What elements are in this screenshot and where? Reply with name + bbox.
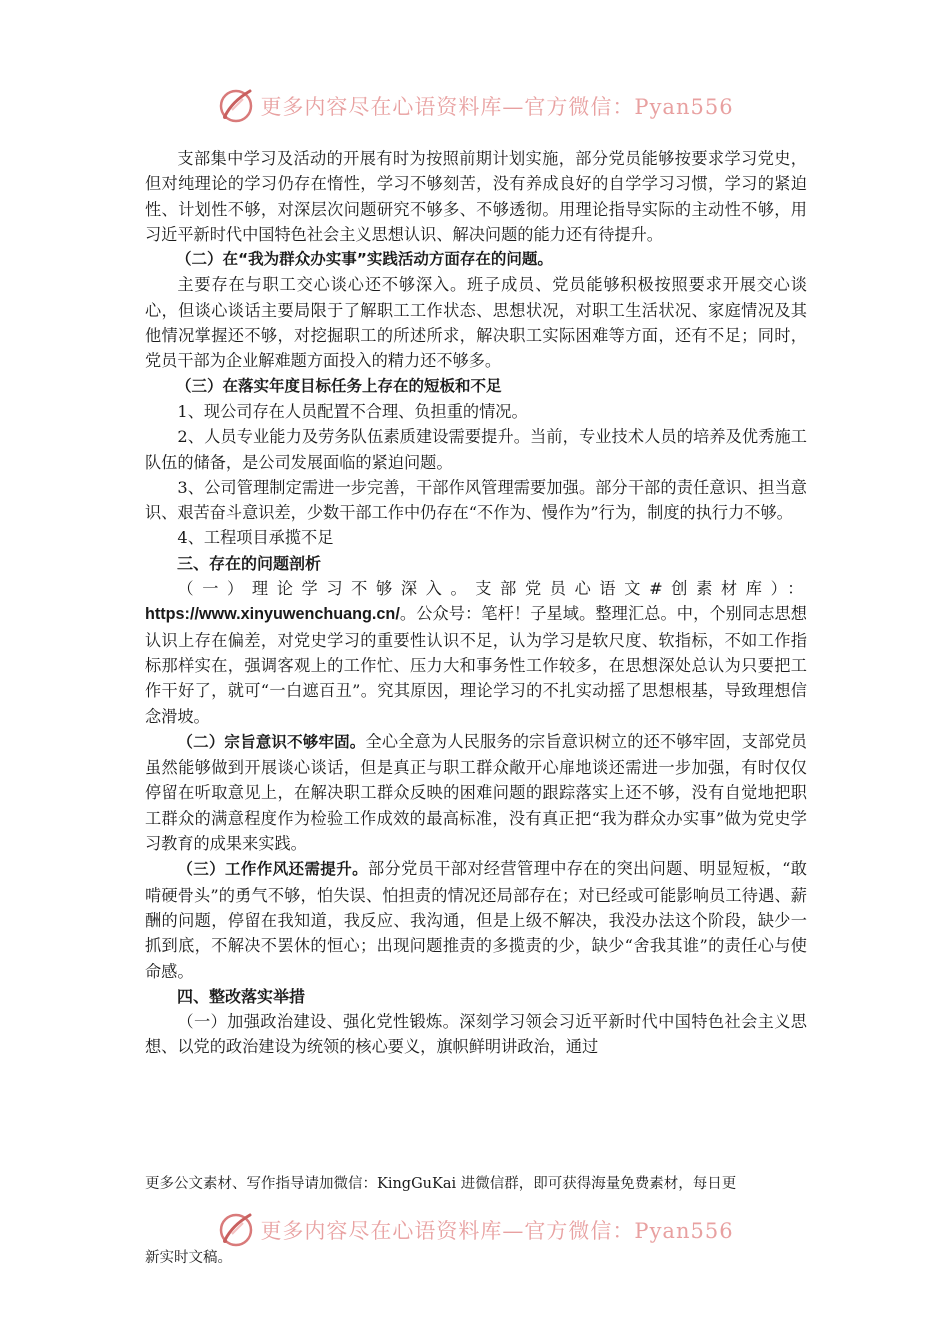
list-item: 4、工程项目承揽不足	[177, 528, 334, 548]
document-body	[145, 146, 807, 1060]
paragraph	[145, 576, 807, 729]
list-item: 3、公司管理制定需进一步完善，干部作风管理需要加强。部分干部的责任意识、担当意识、艰苦奋斗意识差，少数干部工作中仍存在“不作为、慢作为”行为，制度的执行力不够。	[145, 477, 807, 523]
watermark-bottom	[0, 1208, 950, 1252]
section-heading: 四、整改落实举措	[177, 986, 306, 1006]
paragraph-lead: （一）理论学习不够深入。支部党员心语文#创素材库）：	[177, 579, 807, 599]
subheading: （三）在落实年度目标任务上存在的短板和不足	[176, 376, 502, 395]
paragraph	[145, 729, 807, 856]
link[interactable]: https://www.xinyuwenchuang.cn/	[145, 605, 400, 624]
footer-note: 更多公文素材、写作指导请加微信：KingGuKai 进微信群，即可获得海量免费素材，每日更	[145, 1176, 737, 1192]
paragraph: 支部集中学习及活动的开展有时为按照前期计划实施，部分党员能够按要求学习党史，但对纯理论的学习仍存在惰性，学习不够刻苦，没有养成良好的自学学习习惯，学习的紧迫性、计划性不够，对深层次问题研究不够多、不够透彻。用理论指导实际的主动性不够，用习近平新时代中国特色社会主义思想认识、解决问题的能力还有待提升。	[145, 149, 807, 244]
list-item: 1、现公司存在人员配置不合理、负担重的情况。	[177, 401, 528, 421]
logo-icon	[216, 1210, 256, 1250]
section-heading: 三、存在的问题剖析	[177, 553, 322, 573]
paragraph: 主要存在与职工交心谈心还不够深入。班子成员、党员能够积极按照要求开展交心谈心，但谈心谈话主要局限于了解职工工作状态、思想状况，对职工生活状况、家庭情况及其他情况掌握还不够，对挖掘职工的所述所求，解决职工实际困难等方面，还有不足；同时，党员干部为企业解难题方面投入的精力还不够多。	[145, 275, 807, 371]
paragraph-lead: （三）工作作风还需提升。	[177, 860, 368, 879]
paragraph: （一）加强政治建设、强化党性锻炼。深刻学习领会习近平新时代中国特色社会主义思想、以党的政治建设为统领的核心要义，旗帜鲜明讲政治，通过	[145, 1012, 807, 1057]
paragraph-text: 全心全意为人民服务的宗旨意识树立的还不够牢固，支部党员虽然能够做到开展谈心谈话，但是真正与职工群众敞开心扉地谈还需进一步加强，有时仅仅停留在听取意见上，在解决职工群众反映的困难问题的跟踪落实上还不够，没有自觉地把职工群众的满意程度作为检验工作成效的最高标准，没有真正把“我为群众办实事”做为党史学习教育的成果来实践。	[145, 731, 807, 854]
list-item: 2、人员专业能力及劳务队伍素质建设需要提升。当前，专业技术人员的培养及优秀施工队伍的储备，是公司发展面临的紧迫问题。	[145, 427, 807, 472]
paragraph-lead: （二）宗旨意识不够牢固。	[177, 732, 366, 751]
paragraph	[145, 856, 807, 983]
logo-icon	[216, 86, 256, 126]
footer-continuation: 新实时文稿。	[145, 1250, 232, 1266]
paragraph-text: 。公众号：笔杆！子星域。整理汇总。中，个别同志思想认识上存在偏差，对党史学习的重要性认识不足，认为学习是软尺度、软指标，不如工作指标那样实在，强调客观上的工作忙、压力大和事务性工作较多，在思想深处总认为只要把工作干好了，就可“一白遮百丑”。究其原因，理论学习的不扎实动摇了思想根基，导致理想信念滑坡。	[145, 604, 807, 726]
paragraph-text: 部分党员干部对经营管理中存在的突出问题、明显短板，“敢啃硬骨头”的勇气不够，怕失误、怕担责的情况还局部存在；对已经或可能影响员工待遇、薪酬的问题，停留在我知道，我反应、我沟通，但是上级不解决，我没办法这个阶段，缺少一抓到底，不解决不罢休的恒心；出现问题推责的多揽责的少，缺少“舍我其谁”的责任心与使命感。	[145, 859, 807, 981]
subheading: （二）在“我为群众办实事”实践活动方面存在的问题。	[176, 250, 553, 269]
watermark-top	[0, 84, 950, 128]
watermark-text: 更多内容尽在心语资料库—官方微信：Pyan556	[260, 95, 734, 119]
watermark-text: 更多内容尽在心语资料库—官方微信：Pyan556	[260, 1219, 734, 1243]
